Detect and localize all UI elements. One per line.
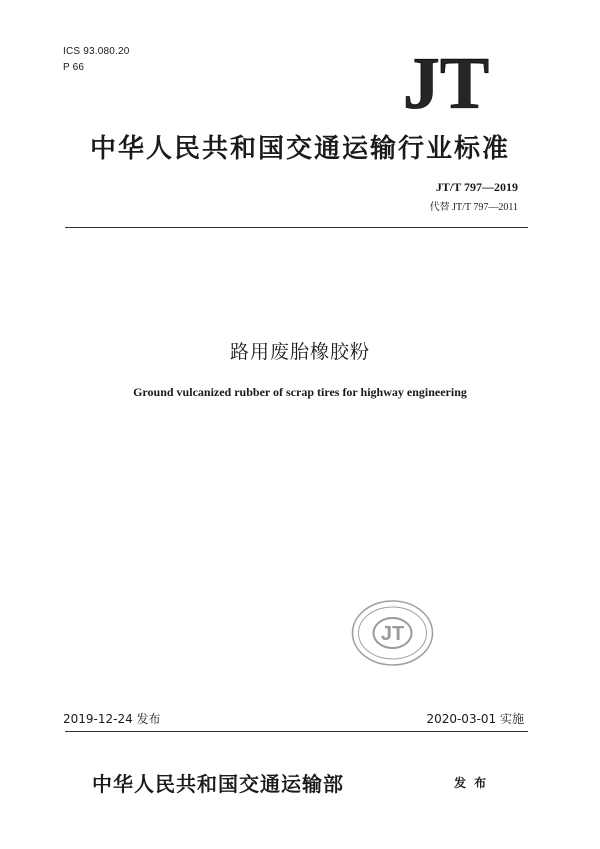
jt-seal-text: JT — [380, 623, 405, 645]
chinese-title: 路用废胎橡胶粉 — [229, 341, 370, 363]
jt-logo — [390, 50, 502, 112]
implementation-date: 2020-03-01 实施 — [426, 712, 524, 726]
ics-classification — [63, 44, 130, 76]
top-divider — [65, 227, 528, 228]
publish-label: 发 布 — [454, 776, 489, 790]
jt-seal-stamp — [350, 598, 435, 668]
replaces-standard: 代替 JT/T 797—2011 — [429, 202, 518, 213]
issue-date: 2019-12-24 发布 — [63, 712, 161, 726]
ccs-code: P 66 — [63, 62, 85, 73]
jt-logo-text: JT — [402, 50, 490, 112]
industry-standard-title: 中华人民共和国交通运输行业标准 — [89, 134, 510, 164]
issuing-ministry: 中华人民共和国交通运输部 — [92, 772, 344, 796]
ics-code: ICS 93.080.20 — [63, 46, 130, 57]
bottom-divider — [65, 731, 528, 732]
standard-number: JT/T 797—2019 — [435, 180, 518, 194]
standard-code-block — [430, 180, 518, 213]
english-title: Ground vulcanized rubber of scrap tires for highway engineering — [133, 385, 467, 399]
